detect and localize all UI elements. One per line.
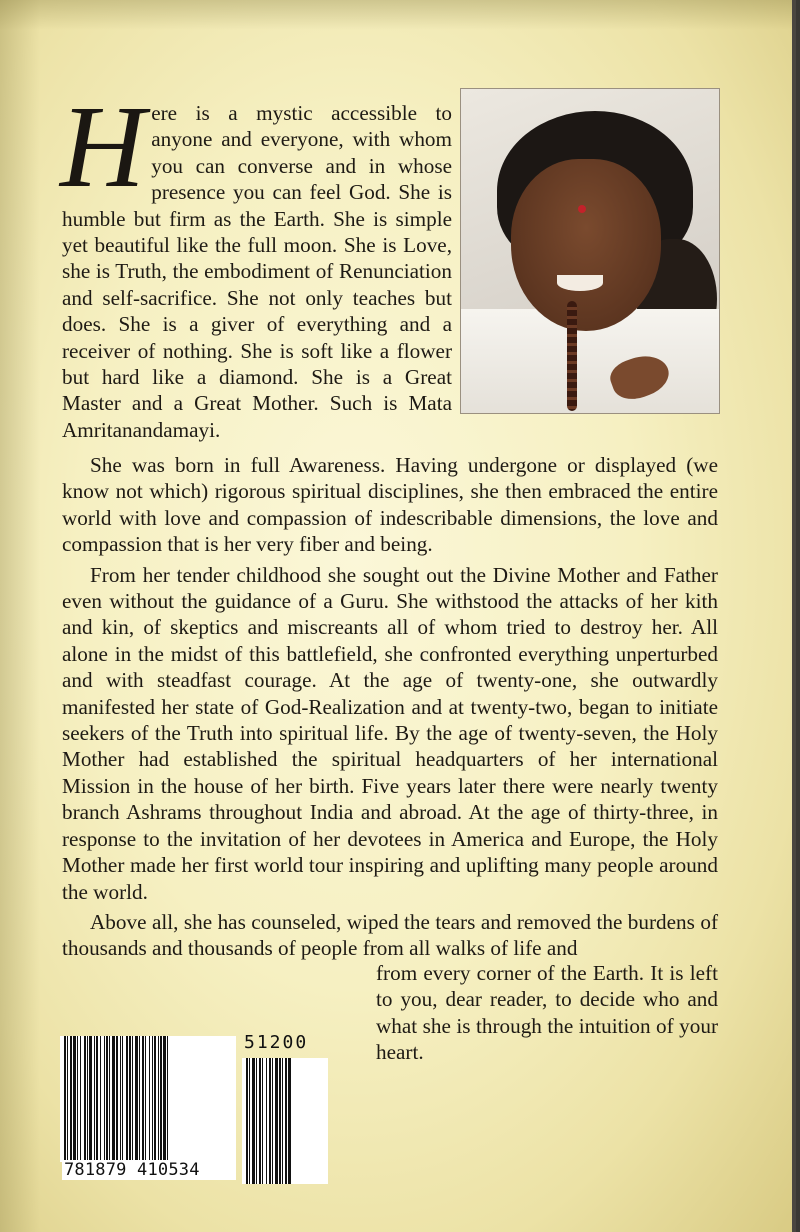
- barcode-main: [60, 1036, 236, 1162]
- barcode-addon: [242, 1058, 328, 1184]
- photo-bindi: [578, 205, 586, 213]
- barcode-bars: [64, 1036, 170, 1162]
- author-photo: [460, 88, 720, 414]
- price-addon-number: 51200: [244, 1032, 309, 1053]
- photo-prayer-beads: [567, 301, 577, 411]
- blurb-body: [62, 452, 718, 966]
- isbn-number: 781879 410534: [62, 1160, 236, 1180]
- isbn-barcode: [60, 1032, 330, 1184]
- photo-face: [511, 159, 661, 331]
- first-paragraph-text: ere is a mystic accessible to anyone and everyone, with whom you can converse and in whose presence you can feel God. She is humble but firm as the Earth. She is simple yet beautiful like the full moon. She is Love, she is Truth, the embodiment of Renunciation and self-sacrifice. She not only teaches but does. She is a giver of everything and a receiver of nothing. She is soft like a flower but hard like a diamond. She is a Great Master and a Great Mother. Such is Mata Amritanandamayi.: [62, 101, 452, 442]
- paragraph-2: She was born in full Awareness. Having undergone or displayed (we know not which) rigorous spiritual disciplines, she then embraced the entire world with love and compassion of indescribable dimensions, the love and compassion that is her very fiber and being.: [62, 453, 718, 557]
- paragraph-4: Above all, she has counseled, wiped the tears and removed the burdens of thousands and thousands of people from all walks of life and: [62, 909, 718, 961]
- drop-cap: H: [60, 81, 146, 212]
- blurb-first-paragraph: [60, 81, 452, 443]
- paragraph-3: From her tender childhood she sought out the Divine Mother and Father even without the guidance of a Guru. She withstood the attacks of her kith and kin, of skeptics and miscreants all of whom tried to destroy her. All alone in the midst of this battlefield, she confronted everything unperturbed and with steadfast courage. At the age of twenty-one, she outwardly manifested her state of God-Realization and at twenty-two, began to initiate seekers of the Truth into spiritual life. By the age of twenty-seven, the Holy Mother had established the spiritual headquarters of her international Mission in the house of her birth. Five years later there were nearly twenty branch Ashrams throughout India and abroad. At the age of thirty-three, in response to the invitation of her devotees in America and Europe, the Holy Mother made her first world tour inspiring and uplifting many people around the world.: [62, 562, 718, 904]
- photo-smile: [557, 275, 603, 291]
- barcode-bar: [168, 1036, 170, 1162]
- paragraph-4-tail: from every corner of the Earth. It is left to you, dear reader, to decide who and what she is through the intuition of your heart.: [376, 961, 718, 1065]
- barcode-bar: [291, 1058, 292, 1184]
- addon-bars: [246, 1058, 292, 1184]
